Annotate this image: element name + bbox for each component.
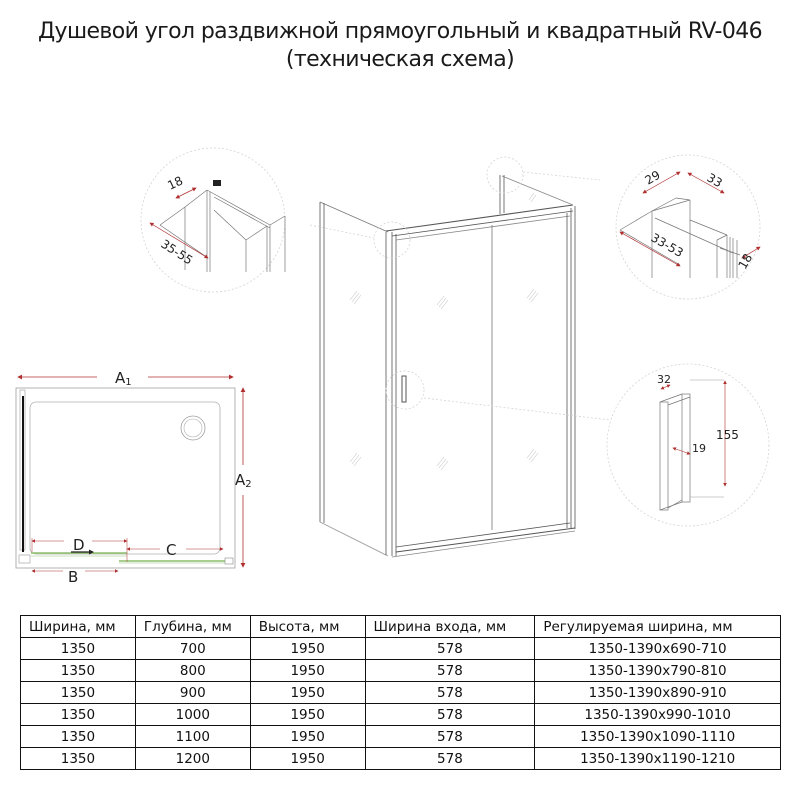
label-a1: A1 — [115, 369, 132, 388]
header-adjustable-width: Регулируемая ширина, мм — [535, 616, 781, 638]
dim-19: 19 — [692, 442, 706, 455]
table-row — [21, 682, 781, 704]
header-width: Ширина, мм — [21, 616, 136, 638]
detail-handle — [657, 373, 739, 510]
label-b: B — [68, 568, 79, 586]
cell-adjustable-width: 1350-1390x1190-1210 — [535, 748, 781, 770]
cell-depth: 900 — [135, 682, 250, 704]
table-row — [21, 748, 781, 770]
cell-depth: 800 — [135, 660, 250, 682]
table-row — [21, 638, 781, 660]
dim-29: 29 — [642, 167, 663, 188]
cell-height: 1950 — [250, 682, 365, 704]
cell-width: 1350 — [21, 660, 136, 682]
table-row — [21, 660, 781, 682]
cell-entry-width: 578 — [365, 660, 535, 682]
cell-entry-width: 578 — [365, 638, 535, 660]
table-header-row — [21, 616, 781, 638]
cell-depth: 1200 — [135, 748, 250, 770]
cell-height: 1950 — [250, 660, 365, 682]
label-c: C — [166, 541, 177, 559]
cell-height: 1950 — [250, 704, 365, 726]
cell-width: 1350 — [21, 748, 136, 770]
header-depth: Глубина, мм — [135, 616, 250, 638]
dim-33: 33 — [704, 170, 725, 191]
dim-32: 32 — [657, 373, 671, 386]
table-row — [21, 704, 781, 726]
enclosure-isometric — [320, 175, 575, 557]
dim-155: 155 — [716, 428, 739, 442]
plan-view — [16, 369, 252, 586]
label-d: D — [73, 536, 85, 554]
cell-width: 1350 — [21, 638, 136, 660]
cell-width: 1350 — [21, 682, 136, 704]
cell-adjustable-width: 1350-1390x990-1010 — [535, 704, 781, 726]
cell-depth: 700 — [135, 638, 250, 660]
header-entry-width: Ширина входа, мм — [365, 616, 535, 638]
header-height: Высота, мм — [250, 616, 365, 638]
glass-reflection-marks — [350, 193, 538, 470]
title-line-1: Душевой угол раздвижной прямоугольный и квадратный RV-046 — [37, 19, 763, 44]
cell-width: 1350 — [21, 726, 136, 748]
cell-adjustable-width: 1350-1390x690-710 — [535, 638, 781, 660]
cell-entry-width: 578 — [365, 726, 535, 748]
cell-depth: 1000 — [135, 704, 250, 726]
cell-adjustable-width: 1350-1390x790-810 — [535, 660, 781, 682]
cell-height: 1950 — [250, 748, 365, 770]
cell-entry-width: 578 — [365, 704, 535, 726]
dim-33-53: 33-53 — [648, 230, 686, 261]
cell-entry-width: 578 — [365, 682, 535, 704]
cell-height: 1950 — [250, 726, 365, 748]
detail-profile-left — [150, 174, 285, 272]
cell-height: 1950 — [250, 638, 365, 660]
detail-profile-right — [620, 168, 760, 278]
cell-width: 1350 — [21, 704, 136, 726]
spec-table — [20, 615, 781, 770]
dim-18: 18 — [165, 173, 186, 193]
cell-adjustable-width: 1350-1390x1090-1110 — [535, 726, 781, 748]
cell-depth: 1100 — [135, 726, 250, 748]
title-line-2: (техническая схема) — [285, 47, 515, 72]
label-a2: A2 — [235, 471, 252, 490]
cell-adjustable-width: 1350-1390x890-910 — [535, 682, 781, 704]
dim-18-right: 18 — [735, 251, 756, 272]
cell-entry-width: 578 — [365, 748, 535, 770]
table-row — [21, 726, 781, 748]
dim-35-55: 35-55 — [158, 236, 196, 268]
